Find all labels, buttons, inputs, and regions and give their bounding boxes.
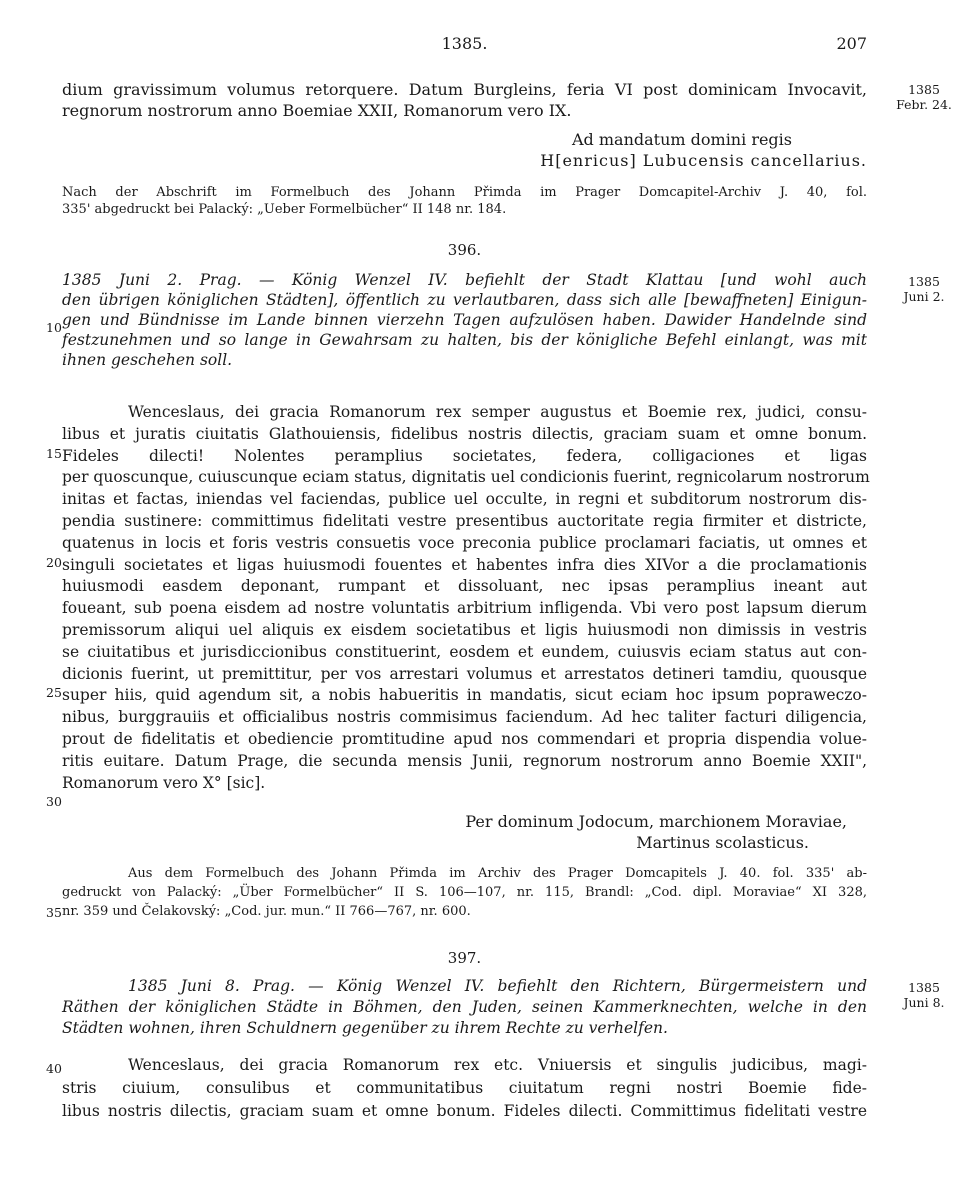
signature-line: Ad mandatum domini regis — [571, 130, 792, 149]
regest-line: den übrigen königlichen Städten], öffentlich zu verlautbaren, dass sich alle [bewaffneten] Einigun- — [62, 291, 867, 309]
note-line: Aus dem Formelbuch des Johann Přimda im Archiv des Prager Domcapitels J. 40. fol. 335' ab- — [128, 866, 867, 881]
text-line: nibus, burggrauiis et officialibus nostris commisimus faciendum. Ad hec taliter facturi diligencia, — [62, 708, 867, 727]
prev-doc-text — [62, 80, 867, 121]
regest-line: Räthen der königlichen Städte in Böhmen, den Juden, seinen Kammerknechten, welche in den — [62, 998, 867, 1016]
note-line: gedruckt von Palacký: „Über Formelbücher“ II S. 106—107, nr. 115, Brandl: „Cod. dipl. Moraviae“ XI 328, — [62, 885, 867, 900]
text-line: singuli societates et ligas huiusmodi fouentes et habentes infra dies XIVor a die proclamationis — [62, 555, 867, 574]
text-line: se ciuitatibus et jurisdiccionibus constituerint, eosdem et eundem, cuiusvis eciam status aut con- — [62, 642, 867, 661]
text-line: stris ciuium, consulibus et communitatibus ciuitatum regni nostri Boemie fide- — [62, 1079, 867, 1097]
prev-doc-source-note — [62, 184, 867, 218]
text-line: dicionis fuerint, ut premittitur, per vos arrestari volumus et arrestatos detineri tamdiu, quousque — [62, 664, 867, 683]
doc-397-regest — [62, 976, 867, 1039]
regest-line: ihnen geschehen soll. — [62, 351, 233, 369]
note-line: nr. 359 und Čelakovský: „Cod. jur. mun.“ II 766—767, nr. 600. — [62, 904, 471, 919]
text-line: Wenceslaus, dei gracia Romanorum rex etc. Vniuersis et singulis judicibus, magi- — [128, 1056, 867, 1074]
text-line: pendia sustinere: committimus fidelitati vestre presentibus auctoritate regia firmiter et districte, — [62, 511, 867, 530]
note-line: 335' abgedruckt bei Palacký: „Ueber Formelbücher“ II 148 nr. 184. — [62, 202, 507, 217]
running-head-year: 1385. — [441, 34, 488, 53]
text-line: foueant, sub poena eisdem ad nostre voluntatis arbitrium infligenda. Vbi vero post lapsum dierum — [62, 599, 867, 618]
text-line: libus nostris dilectis, graciam suam et omne bonum. Fideles dilecti. Committimus fidelitati vestre — [62, 1102, 867, 1120]
regest-line: 1385 Juni 8. Prag. — König Wenzel IV. befiehlt den Richtern, Bürgermeistern und — [128, 977, 867, 995]
signature-line: Martinus scolasticus. — [636, 832, 809, 852]
text-line: prout de fidelitatis et obediencie promtitudine apud nos commendari et propria dispendia volue- — [62, 729, 867, 748]
line-number: 10 — [46, 320, 62, 335]
margin-date: 1385 Febr. 24. — [896, 82, 952, 112]
doc-396-signature — [62, 812, 867, 853]
text-line: ritis euitare. Datum Prage, die secunda mensis Junii, regnorum nostrorum anno Boemie XXII", — [62, 751, 867, 770]
line-number: 15 — [46, 446, 62, 461]
regest-line: 1385 Juni 2. Prag. — König Wenzel IV. befiehlt der Stadt Klattau [und wohl auch — [62, 271, 867, 289]
margin-date: 1385 Juni 2. — [903, 274, 945, 304]
page-number: 207 — [836, 34, 867, 53]
signature-line: H[enricus] Lubucensis cancellarius. — [540, 150, 867, 170]
document-number: 396. — [447, 241, 482, 259]
page-header — [62, 34, 867, 54]
text-line: dium gravissimum volumus retorquere. Datum Burgleins, feria VI post dominicam Invocavit, — [62, 80, 867, 99]
text-line: Fideles dilecti! Nolentes peramplius societates, federa, colligaciones et ligas — [62, 446, 867, 465]
text-line: huiusmodi easdem deponant, rumpant et dissoluant, nec ipsas peramplius ineant aut — [62, 577, 867, 596]
text-line: initas et factas, iniendas vel faciendas, publice uel occulte, in regni et subditorum nostrorum dis- — [62, 490, 867, 509]
line-number: 35 — [46, 905, 62, 920]
line-number: 20 — [46, 555, 62, 570]
regest-line: gen und Bündnisse im Lande binnen vierzehn Tagen aufzulösen haben. Dawider Handelnde sind — [62, 311, 867, 329]
prev-doc-signature — [62, 130, 867, 171]
line-number: 25 — [46, 685, 62, 700]
text-line: super hiis, quid agendum sit, a nobis habueritis in mandatis, sicut eciam hoc ipsum popraweczo- — [62, 686, 867, 705]
text-line: Romanorum vero X° [sic]. — [62, 773, 266, 792]
line-number: 30 — [46, 794, 62, 809]
text-line: per quoscunque, cuiuscunque eciam status, dignitatis uel condicionis fuerint, regnicolarum nostrorum — [62, 468, 870, 487]
doc-396-source-note — [62, 864, 867, 921]
regest-line: festzunehmen und so lange in Gewahrsam zu halten, bis der königliche Befehl einlangt, was mit — [62, 331, 867, 349]
doc-396-text — [62, 402, 870, 794]
signature-line: Per dominum Jodocum, marchionem Moraviae, — [465, 812, 847, 831]
note-line: Nach der Abschrift im Formelbuch des Johann Přimda im Prager Domcapitel-Archiv J. 40, fol. — [62, 185, 867, 200]
margin-date: 1385 Juni 8. — [903, 980, 945, 1010]
doc-396-regest — [62, 270, 867, 370]
regest-line: Städten wohnen, ihren Schuldnern gegenüber zu ihrem Rechte zu verhelfen. — [62, 1019, 668, 1037]
text-line: libus et juratis ciuitatis Glathouiensis, fidelibus nostris dilectis, graciam suam et omne bonum. — [62, 424, 867, 443]
text-line: quatenus in locis et foris vestris consuetis voce preconia publice proclamari faciatis, ut omnes et — [62, 533, 867, 552]
doc-397-text — [62, 1054, 867, 1123]
text-line: premissorum aliqui uel aliquis ex eisdem societatibus et ligis huiusmodi non dimissis in vestris — [62, 620, 867, 639]
line-number: 40 — [46, 1061, 62, 1076]
text-line: regnorum nostrorum anno Boemiae XXII, Romanorum vero IX. — [62, 100, 572, 120]
text-line: Wenceslaus, dei gracia Romanorum rex semper augustus et Boemie rex, judici, consu- — [128, 403, 867, 421]
document-number: 397. — [447, 949, 482, 967]
